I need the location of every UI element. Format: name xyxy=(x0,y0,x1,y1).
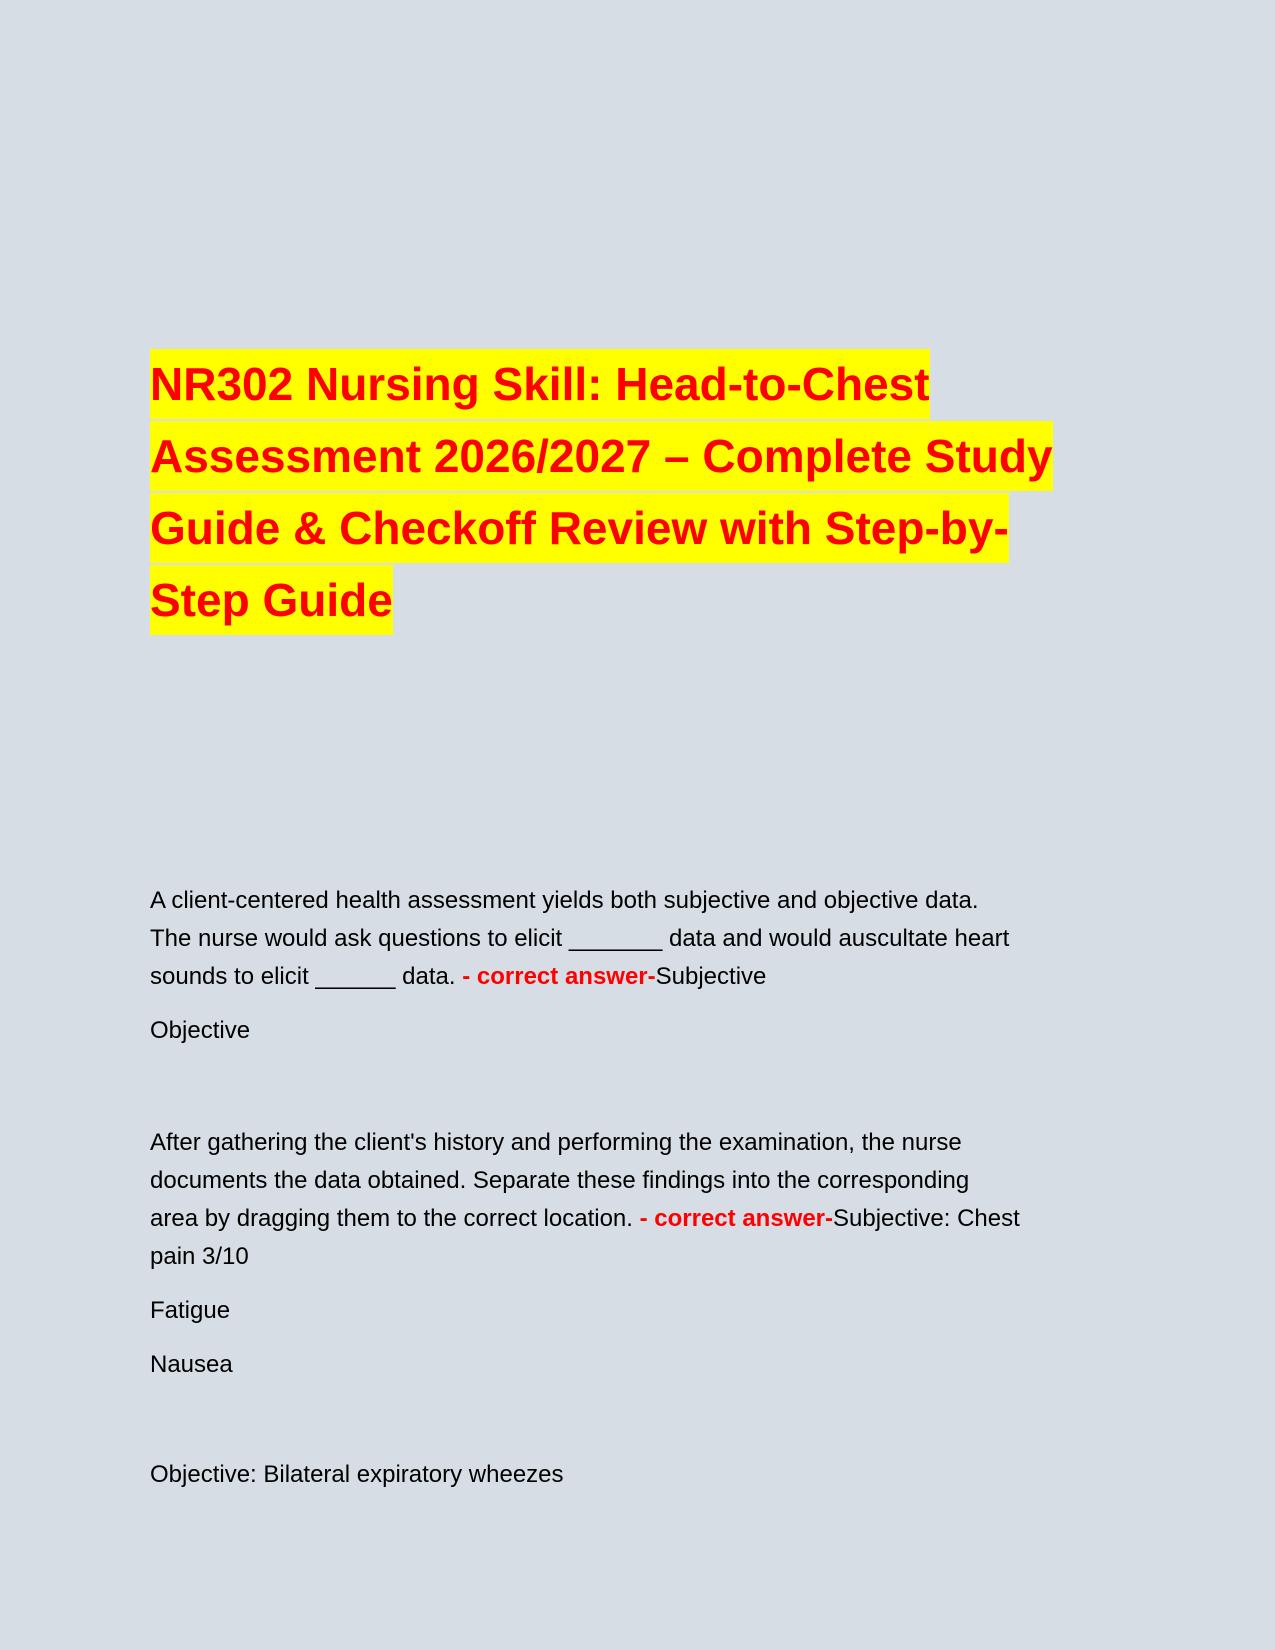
answer-1-objective: Objective xyxy=(150,1017,251,1044)
question-1-line-3 xyxy=(150,958,1120,996)
question-1-line-1: A client-centered health assessment yields both subjective and objective data. xyxy=(150,887,979,914)
title-line-2: Assessment 2026/2027 – Complete Study xyxy=(150,420,1130,492)
question-1 xyxy=(150,882,1120,1050)
question-2 xyxy=(150,1124,1120,1494)
question-2-text-end: area by dragging them to the correct location. xyxy=(150,1205,640,1232)
answer-2-start: Subjective: Chest xyxy=(833,1205,1020,1232)
document-title xyxy=(150,348,1130,636)
answer-2-fatigue: Fatigue xyxy=(150,1297,231,1324)
question-2-line-2: documents the data obtained. Separate these findings into the corresponding xyxy=(150,1167,970,1194)
title-line-3: Guide & Checkoff Review with Step-by- xyxy=(150,492,1130,564)
answer-2-objective: Objective: Bilateral expiratory wheezes xyxy=(150,1461,564,1488)
question-2-line-1: After gathering the client's history and performing the examination, the nurse xyxy=(150,1129,962,1156)
question-1-line-2: The nurse would ask questions to elicit _______ data and would auscultate heart xyxy=(150,925,1010,952)
correct-answer-label: - correct answer- xyxy=(462,963,656,990)
question-2-line-3 xyxy=(150,1200,1120,1238)
answer-1-start: Subjective xyxy=(655,963,767,990)
answer-2-nausea: Nausea xyxy=(150,1351,233,1378)
correct-answer-label: - correct answer- xyxy=(639,1205,834,1232)
title-line-4: Step Guide xyxy=(150,564,1130,636)
question-1-text-end: sounds to elicit ______ data. xyxy=(150,963,463,990)
title-line-1: NR302 Nursing Skill: Head-to-Chest xyxy=(150,348,1130,420)
answer-2-line-2: pain 3/10 xyxy=(150,1243,249,1270)
